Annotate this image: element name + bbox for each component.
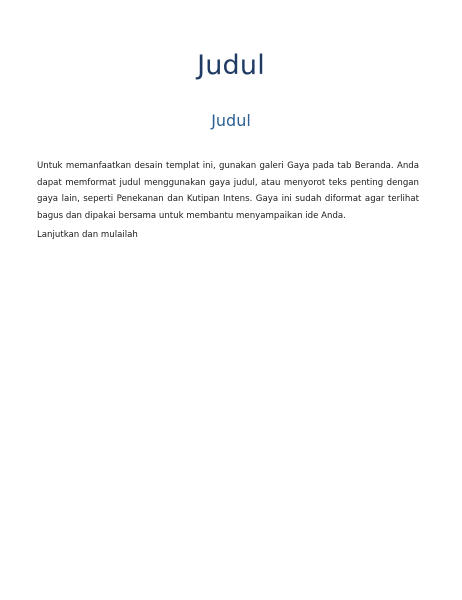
body-paragraph-continue[interactable]: Lanjutkan dan mulailah — [37, 230, 138, 240]
document-title[interactable]: Judul — [197, 50, 265, 81]
document-body[interactable] — [37, 158, 419, 244]
document-subtitle[interactable]: Judul — [211, 111, 251, 130]
body-paragraph-intro[interactable]: Untuk memanfaatkan desain templat ini, gunakan galeri Gaya pada tab Beranda. Anda dapat memformat judul menggunakan gaya judul, atau menyorot teks penting dengan gaya lain, seperti Penekanan dan Kutipan Intens. Gaya ini sudah diformat agar terlihat bagus dan dipakai bersama untuk membantu menyampaikan ide Anda. — [37, 161, 419, 221]
